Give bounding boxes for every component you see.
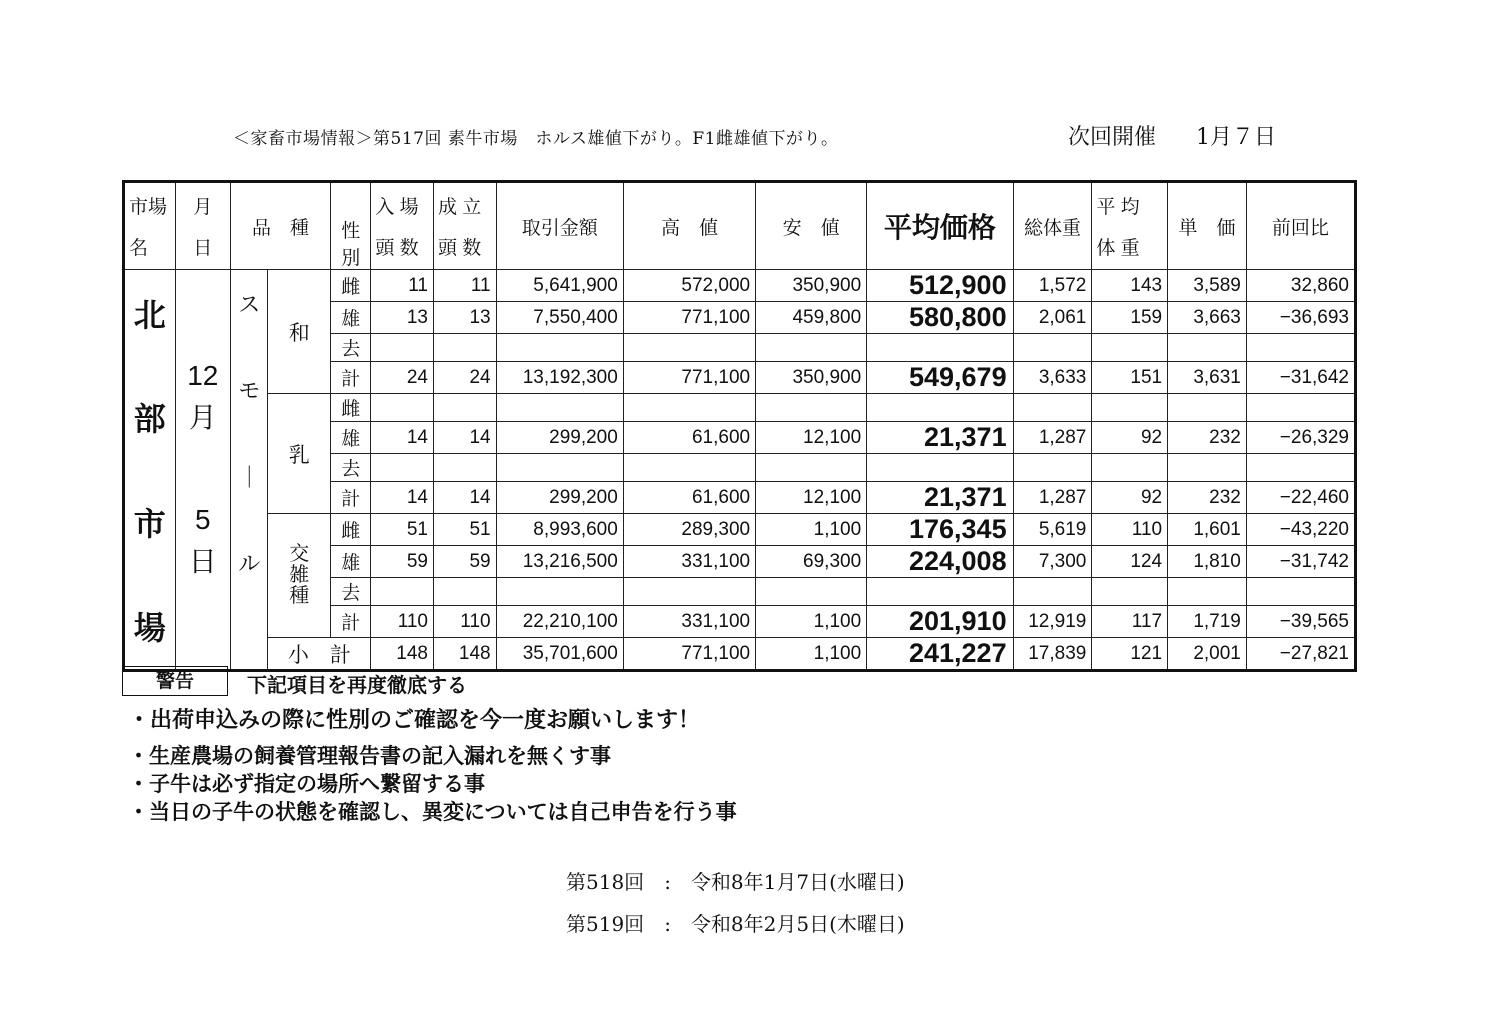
sex-cell: 雌: [331, 514, 371, 546]
header-weight: 総体重: [1013, 182, 1092, 270]
avg-cell: [867, 578, 1013, 606]
avg-cell: [867, 334, 1013, 362]
diff-cell: [1246, 454, 1355, 482]
entry-cell: 51: [371, 514, 434, 546]
sold-cell: 59: [433, 546, 496, 578]
warning-item: ・生産農場の飼養管理報告書の記入漏れを無くす事: [128, 744, 611, 768]
total-cell: 35,701,600: [496, 638, 623, 671]
breed-cross-char: 雑: [289, 564, 310, 586]
avgw-cell: 121: [1092, 638, 1168, 671]
market-table: [122, 180, 1357, 672]
unit-cell: 232: [1168, 422, 1247, 454]
unit-cell: 1,601: [1168, 514, 1247, 546]
avgw-cell: [1092, 578, 1168, 606]
weight-cell: [1013, 334, 1092, 362]
unit-cell: 3,631: [1168, 362, 1247, 394]
warning-heading: 下記項目を再度徹底する: [247, 673, 467, 697]
sex-cell: 去: [331, 578, 371, 606]
low-cell: [756, 578, 867, 606]
header-total: 取引金額: [496, 182, 623, 270]
high-cell: 289,300: [623, 514, 755, 546]
sold-cell: 51: [433, 514, 496, 546]
sold-cell: [433, 334, 496, 362]
entry-cell: [371, 454, 434, 482]
entry-cell: 14: [371, 422, 434, 454]
header-high: 高 値: [623, 182, 755, 270]
total-cell: [496, 394, 623, 422]
avgw-cell: 159: [1092, 302, 1168, 334]
diff-cell: [1246, 334, 1355, 362]
total-cell: 299,200: [496, 422, 623, 454]
avgw-cell: 117: [1092, 606, 1168, 638]
avg-cell: [867, 454, 1013, 482]
unit-cell: 3,589: [1168, 270, 1247, 302]
avg-cell: 21,371: [867, 482, 1013, 514]
table-row: [124, 514, 1356, 546]
sold-cell: 11: [433, 270, 496, 302]
total-cell: [496, 578, 623, 606]
unit-cell: [1168, 334, 1247, 362]
avgw-cell: [1092, 454, 1168, 482]
avg-cell: 512,900: [867, 270, 1013, 302]
entry-cell: 110: [371, 606, 434, 638]
low-cell: 459,800: [756, 302, 867, 334]
weight-cell: 3,633: [1013, 362, 1092, 394]
market-name-cell: [124, 270, 176, 671]
weight-cell: 1,287: [1013, 422, 1092, 454]
type-char: ｜: [238, 464, 261, 490]
high-cell: 331,100: [623, 606, 755, 638]
next-date: 1月７日: [1196, 125, 1277, 150]
date-char: 月: [188, 401, 217, 433]
avg-cell: 224,008: [867, 546, 1013, 578]
total-cell: 7,550,400: [496, 302, 623, 334]
avgw-cell: 92: [1092, 422, 1168, 454]
avgw-cell: [1092, 334, 1168, 362]
unit-cell: [1168, 454, 1247, 482]
avg-cell: 21,371: [867, 422, 1013, 454]
sex-cell: 雄: [331, 302, 371, 334]
total-cell: 13,216,500: [496, 546, 623, 578]
weight-cell: [1013, 394, 1092, 422]
entry-cell: 148: [371, 638, 434, 671]
total-cell: 8,993,600: [496, 514, 623, 546]
low-cell: [756, 334, 867, 362]
high-cell: [623, 454, 755, 482]
sold-cell: 24: [433, 362, 496, 394]
diff-cell: 32,860: [1246, 270, 1355, 302]
sold-cell: 13: [433, 302, 496, 334]
table-row: [124, 394, 1356, 422]
high-cell: 61,600: [623, 422, 755, 454]
avgw-cell: [1092, 394, 1168, 422]
high-cell: [623, 334, 755, 362]
market-name-char: 市: [133, 505, 166, 542]
date-char: 12: [187, 359, 219, 391]
weight-cell: 12,919: [1013, 606, 1092, 638]
entry-cell: 59: [371, 546, 434, 578]
schedule-item: 第518回 : 令和8年1月7日(水曜日): [566, 870, 905, 894]
sex-cell: 雌: [331, 394, 371, 422]
low-cell: 1,100: [756, 606, 867, 638]
sex-cell: 計: [331, 362, 371, 394]
warning-item: ・出荷申込みの際に性別のご確認を今一度お願いします！: [128, 708, 701, 733]
weight-cell: 7,300: [1013, 546, 1092, 578]
total-cell: 13,192,300: [496, 362, 623, 394]
high-cell: 771,100: [623, 362, 755, 394]
total-cell: 22,210,100: [496, 606, 623, 638]
avgw-cell: 110: [1092, 514, 1168, 546]
weight-cell: 1,572: [1013, 270, 1092, 302]
high-cell: 61,600: [623, 482, 755, 514]
header-variety: 品 種: [231, 182, 331, 270]
date-cell: [175, 270, 231, 671]
header-market: 市場 名: [124, 182, 176, 270]
header-unit: 単 価: [1168, 182, 1247, 270]
high-cell: 572,000: [623, 270, 755, 302]
low-cell: 69,300: [756, 546, 867, 578]
sex-cell: 計: [331, 482, 371, 514]
type-char: ス: [238, 292, 261, 317]
breed-wagyu: 和: [268, 270, 331, 394]
diff-cell: −31,642: [1246, 362, 1355, 394]
unit-cell: 232: [1168, 482, 1247, 514]
header-diff: 前回比: [1246, 182, 1355, 270]
unit-cell: 2,001: [1168, 638, 1247, 671]
header-sold: 成 立 頭 数: [433, 182, 496, 270]
date-char: 日: [188, 545, 217, 577]
low-cell: 12,100: [756, 482, 867, 514]
unit-cell: 1,810: [1168, 546, 1247, 578]
breed-cross-char: 種: [289, 585, 310, 607]
high-cell: 771,100: [623, 302, 755, 334]
weight-cell: 5,619: [1013, 514, 1092, 546]
diff-cell: [1246, 578, 1355, 606]
entry-cell: 24: [371, 362, 434, 394]
total-cell: 299,200: [496, 482, 623, 514]
diff-cell: −26,329: [1246, 422, 1355, 454]
weight-cell: 2,061: [1013, 302, 1092, 334]
diff-cell: −27,821: [1246, 638, 1355, 671]
next-session: [1068, 120, 1276, 151]
diff-cell: −43,220: [1246, 514, 1355, 546]
diff-cell: [1246, 394, 1355, 422]
high-cell: 771,100: [623, 638, 755, 671]
entry-cell: 11: [371, 270, 434, 302]
warning-item: ・子牛は必ず指定の場所へ繋留する事: [128, 772, 485, 796]
avg-cell: 241,227: [867, 638, 1013, 671]
weight-cell: [1013, 454, 1092, 482]
header-low: 安 値: [756, 182, 867, 270]
next-label: 次回開催: [1068, 125, 1157, 150]
weight-cell: 17,839: [1013, 638, 1092, 671]
entry-cell: [371, 394, 434, 422]
sold-cell: 14: [433, 482, 496, 514]
subtotal-label: 小 計: [268, 638, 371, 671]
sex-cell: 雌: [331, 270, 371, 302]
low-cell: 1,100: [756, 638, 867, 671]
breed-dairy: 乳: [268, 394, 331, 514]
diff-cell: −39,565: [1246, 606, 1355, 638]
entry-cell: [371, 334, 434, 362]
low-cell: 12,100: [756, 422, 867, 454]
type-cell: [231, 270, 268, 671]
low-cell: 1,100: [756, 514, 867, 546]
weight-cell: 1,287: [1013, 482, 1092, 514]
sold-cell: 14: [433, 422, 496, 454]
sex-cell: 去: [331, 334, 371, 362]
diff-cell: −22,460: [1246, 482, 1355, 514]
low-cell: [756, 454, 867, 482]
market-name-char: 部: [133, 401, 166, 438]
header-entry: 入 場 頭 数: [371, 182, 434, 270]
diff-cell: −36,693: [1246, 302, 1355, 334]
low-cell: [756, 394, 867, 422]
market-name-char: 北: [133, 296, 166, 333]
avg-cell: 201,910: [867, 606, 1013, 638]
header-avg: 平均価格: [867, 182, 1013, 270]
type-char: ル: [238, 550, 261, 576]
header-avg-weight: 平 均 体 重: [1092, 182, 1168, 270]
unit-cell: 3,663: [1168, 302, 1247, 334]
avgw-cell: 143: [1092, 270, 1168, 302]
date-char: 5: [194, 503, 211, 535]
total-cell: 5,641,900: [496, 270, 623, 302]
entry-cell: 14: [371, 482, 434, 514]
total-cell: [496, 454, 623, 482]
schedule-item: 第519回 : 令和8年2月5日(木曜日): [566, 912, 905, 936]
avg-cell: 549,679: [867, 362, 1013, 394]
unit-cell: [1168, 394, 1247, 422]
sold-cell: [433, 394, 496, 422]
sex-cell: 計: [331, 606, 371, 638]
sex-cell: 去: [331, 454, 371, 482]
breed-cross: [268, 514, 331, 638]
breed-cross-char: 交: [289, 543, 310, 565]
headline: ＜家畜市場情報＞第517回 素牛市場 ホルス雄値下がり。F1雌雄値下がり。: [233, 129, 839, 149]
table-row: [124, 270, 1356, 302]
avgw-cell: 124: [1092, 546, 1168, 578]
unit-cell: 1,719: [1168, 606, 1247, 638]
header-sex: 性 別: [331, 182, 371, 270]
sex-cell: 雄: [331, 546, 371, 578]
type-char: モ: [238, 378, 261, 404]
sold-cell: [433, 454, 496, 482]
unit-cell: [1168, 578, 1247, 606]
avg-cell: [867, 394, 1013, 422]
sold-cell: 148: [433, 638, 496, 671]
market-name-char: 場: [133, 610, 166, 647]
header-row: [124, 182, 1356, 270]
entry-cell: 13: [371, 302, 434, 334]
high-cell: 331,100: [623, 546, 755, 578]
diff-cell: −31,742: [1246, 546, 1355, 578]
sex-cell: 雄: [331, 422, 371, 454]
warning-item: ・当日の子牛の状態を確認し、異変については自己申告を行う事: [128, 800, 737, 824]
sold-cell: 110: [433, 606, 496, 638]
avgw-cell: 151: [1092, 362, 1168, 394]
avg-cell: 176,345: [867, 514, 1013, 546]
total-cell: [496, 334, 623, 362]
warning-badge: 警告: [122, 666, 228, 696]
header-date: 月 日: [175, 182, 231, 270]
weight-cell: [1013, 578, 1092, 606]
high-cell: [623, 394, 755, 422]
avgw-cell: 92: [1092, 482, 1168, 514]
entry-cell: [371, 578, 434, 606]
table-row: [124, 638, 1356, 671]
sold-cell: [433, 578, 496, 606]
avg-cell: 580,800: [867, 302, 1013, 334]
low-cell: 350,900: [756, 362, 867, 394]
low-cell: 350,900: [756, 270, 867, 302]
high-cell: [623, 578, 755, 606]
